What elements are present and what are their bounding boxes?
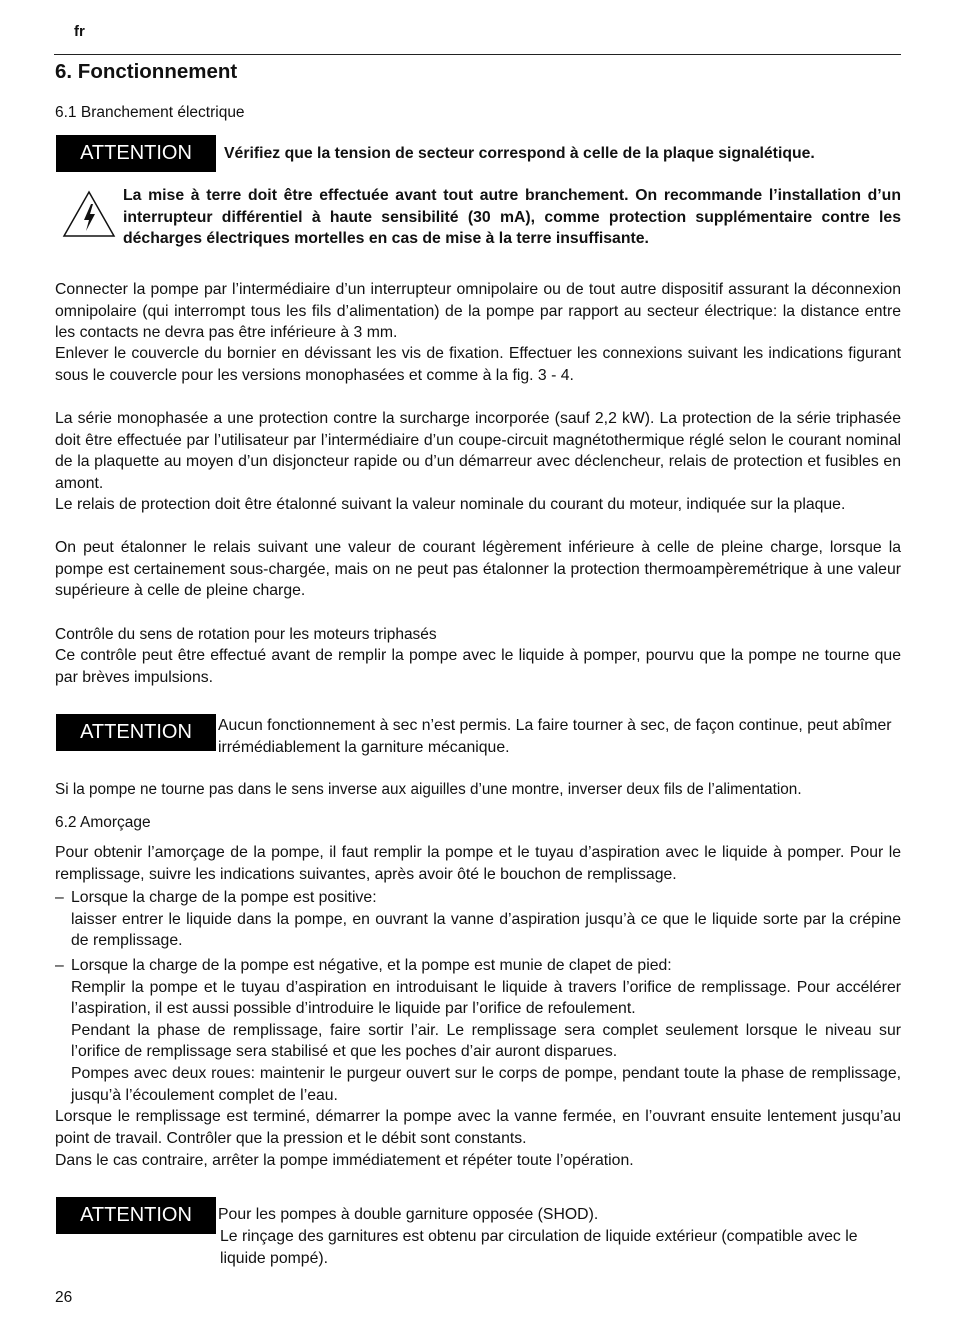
list-item-negative-head xyxy=(55,955,901,1106)
attention-badge: ATTENTION xyxy=(56,1197,216,1234)
header-divider xyxy=(54,54,901,55)
bullet-body: Remplir la pompe et le tuyau d’aspiration en introduisant le liquide à travers l’orifice de remplissage. Pour accélérer l’aspiration, il est aussi possible d’introduire le liquide par l’orifice de refoulement. xyxy=(71,978,901,1018)
bullet-text: Lorsque la charge de la pompe est positive: xyxy=(71,889,377,906)
paragraph-overload-protection: La série monophasée a une protection contre la surcharge incorporée (sauf 2,2 kW). La protection de la série triphasée doit être effectuée par l’utilisateur par l’intermédiaire d’un coupe-circuit magnétothermique réglé selon le courant nominal de la plaquette au moyen d’un disjoncteur rapide ou d’un démarreur avec déclencheur, relais de protection et fusibles en amont. xyxy=(55,410,901,492)
attention-shod-line2: Le rinçage des garnitures est obtenu par circulation de liquide extérieur (compatible avec le liquide pompé). xyxy=(220,1228,858,1267)
page-number: 26 xyxy=(55,1289,73,1306)
bullet-body: Pendant la phase de remplissage, faire sortir l’air. Le remplissage sera complet seulement lorsque le niveau sur l’orifice de remplissage sera stabilisé et que les poches d’air auront disparues. xyxy=(71,1021,901,1061)
paragraph-omnipolar: Connecter la pompe par l’intermédiaire d’un interrupteur omnipolaire ou de tout autre dispositif assurant la déconnexion omnipolaire (qui interrompt tous les fils d’alimentation) de la pompe par rapport au secteur électrique: la distance entre les contacts ne devra pas être inférieure à 3 mm. xyxy=(55,281,901,342)
attention-badge: ATTENTION xyxy=(56,714,216,751)
attention-shod-line1: Pour les pompes à double garniture opposée (SHOD). xyxy=(218,1206,599,1223)
rotation-check-title: Contrôle du sens de rotation pour les moteurs triphasés xyxy=(55,626,437,643)
grounding-warning-text: La mise à terre doit être effectuée avant tout autre branchement. On recommande l’installation d’un interrupteur différentiel à haute sensibilité (30 mA), comme protection supplémentaire contre les décharges électriques mortelles en cas de mise à la terre insuffisante. xyxy=(123,187,901,248)
paragraph-relay-underload: On peut étalonner le relais suivant une valeur de courant légèrement inférieure à celle de pleine charge, lorsque la pompe est certainement sous-chargée, mais on ne peut pas étalonner la protection thermoampèremétrique à une valeur supérieure à celle de pleine charge. xyxy=(55,539,901,600)
subsection-title-electrical: 6.1 Branchement électrique xyxy=(55,104,245,121)
bullet-dash: – xyxy=(55,957,64,974)
subsection-title-priming: 6.2 Amorçage xyxy=(55,814,151,831)
paragraph-repeat: Dans le cas contraire, arrêter la pompe immédiatement et répéter toute l’opération. xyxy=(55,1152,634,1169)
bullet-dash: – xyxy=(55,889,64,906)
reverse-rotation-text: Si la pompe ne tourne pas dans le sens inverse aux aiguilles d’une montre, inverser deux fils de l’alimentation. xyxy=(55,781,802,798)
paragraph-terminal-cover: Enlever le couvercle du bornier en dévissant les vis de fixation. Effectuer les connexions suivant les indications figurant sous le couvercle pour les versions monophasées et comme à la fig. 3 - 4. xyxy=(55,345,901,384)
paragraph-start-pump: Lorsque le remplissage est terminé, démarrer la pompe avec la vanne fermée, en l’ouvrant ensuite lentement jusqu’au point de travail. Contrôler que la pression et le débit sont constants. xyxy=(55,1108,901,1147)
bullet-body: Pompes avec deux roues: maintenir le purgeur ouvert sur le corps de pompe, pendant toute la phase de remplissage, jusqu’à l’écoulement complet de l’eau. xyxy=(71,1064,901,1104)
list-item-positive-head xyxy=(55,887,901,952)
attention-badge: ATTENTION xyxy=(56,135,216,172)
rotation-check-text: Ce contrôle peut être effectué avant de remplir la pompe avec le liquide à pomper, pourvu que la pompe ne tourne que par brèves impulsions. xyxy=(55,647,901,686)
paragraph-relay-calibration: Le relais de protection doit être étalonné suivant la valeur nominale du courant du moteur, indiquée sur la plaque. xyxy=(55,496,846,513)
priming-intro: Pour obtenir l’amorçage de la pompe, il faut remplir la pompe et le tuyau d’aspiration avec le liquide à pomper. Pour le remplissage, suivre les indications suivantes, après avoir ôté le bouchon de remplissage. xyxy=(55,844,901,883)
electric-hazard-icon xyxy=(62,190,116,238)
bullet-body: laisser entrer le liquide dans la pompe, en ouvrant la vanne d’aspiration jusqu’à ce que le liquide sorte par la crépine de remplissage. xyxy=(71,910,901,950)
language-label: fr xyxy=(74,23,85,40)
attention-dry-run-text: Aucun fonctionnement à sec n’est permis. La faire tourner à sec, de façon continue, peut abîmer irrémédiablement la garniture mécanique. xyxy=(218,717,892,756)
bullet-text: Lorsque la charge de la pompe est négative, et la pompe est munie de clapet de pied: xyxy=(71,957,672,974)
attention-voltage-text: Vérifiez que la tension de secteur correspond à celle de la plaque signalétique. xyxy=(224,145,815,162)
section-title: 6. Fonctionnement xyxy=(55,60,238,83)
